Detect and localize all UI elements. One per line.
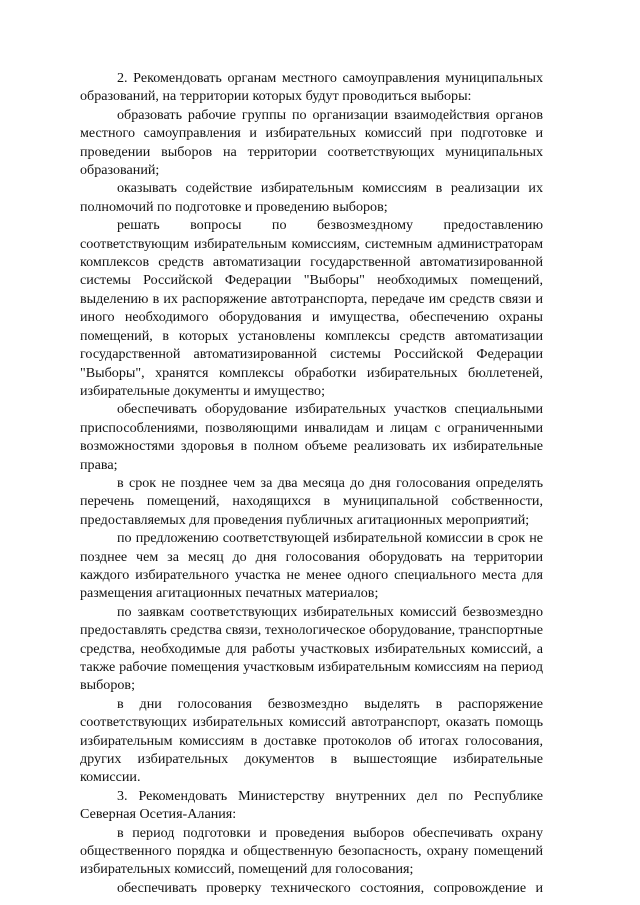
paragraph-public-order: в период подготовки и проведения выборов обеспечивать охрану общественного порядка и общественную безопасность, охрану помещений избирательных комиссий, помещений для голосования;: [80, 824, 543, 878]
paragraph-technical-check: обеспечивать проверку технического состояния, сопровождение и: [117, 879, 543, 896]
paragraph-working-groups: образовать рабочие группы по организации взаимодействия органов местного самоуправления и избирательных комиссий при подготовке и проведении выборов на территории соответствующих муниципальных образований;: [80, 106, 543, 179]
paragraph-assist-commissions: оказывать содействие избирательным комиссиям в реализации их полномочий по подготовке и проведению выборов;: [80, 180, 543, 215]
paragraph-provide-premises: решать вопросы по безвозмездному предоставлению соответствующим избирательным комиссиям, системным администраторам комплексов средств автоматизации государственной автоматизированной системы Российской Федерации "Выборы" необходимых помещений, выделению в их распоряжение автотранспорта, передаче им средств связи и иного необходимого оборудования и имущества, обеспечению охраны помещений, в которых установлены комплексы средств автоматизации государственной автоматизированной системы Российской Федерации "Выборы", хранятся комплексы обработки избирательных бюллетеней, избирательные документы и имущество;: [80, 217, 543, 399]
paragraph-recommend-interior-ministry: 3. Рекомендовать Министерству внутренних дел по Республике Северная Осетия-Алания:: [80, 787, 543, 823]
paragraph-premises-list: в срок не позднее чем за два месяца до дня голосования определять перечень помещений, находящихся в муниципальной собственности, предоставляемых для проведения публичных агитационных мероприятий;: [80, 474, 543, 528]
paragraph-recommend-local-government: 2. Рекомендовать органам местного самоуправления муниципальных образований, на территории которых будут проводиться выборы:: [80, 70, 543, 105]
paragraph-accessibility: обеспечивать оборудование избирательных участков специальными приспособлениями, позволяющими инвалидам и лицам с ограниченными возможностями здоровья в полном объеме реализовать их избирательные права;: [80, 401, 543, 473]
paragraph-communication-transport: по заявкам соответствующих избирательных комиссий безвозмездно предоставлять средства связи, технологическое оборудование, транспортные средства, необходимые для работы участковых избирательных комиссий, а также рабочие помещения участковым избирательным комиссиям на период выборов;: [80, 603, 543, 694]
paragraph-campaign-materials: по предложению соответствующей избирательной комиссии в срок не позднее чем за месяц до дня голосования оборудовать на территории каждого избирательного участка не менее одного специального места для размещения агитационных печатных материалов;: [80, 530, 543, 602]
document-body: [80, 69, 543, 897]
paragraph-voting-day-transport: в дни голосования безвозмездно выделять в распоряжение соответствующих избирательных комиссий автотранспорт, оказать помощь избирательным комиссиям в доставке протоколов об итогах голосования, других избирательных документов в вышестоящие избирательные комиссии.: [80, 695, 543, 786]
